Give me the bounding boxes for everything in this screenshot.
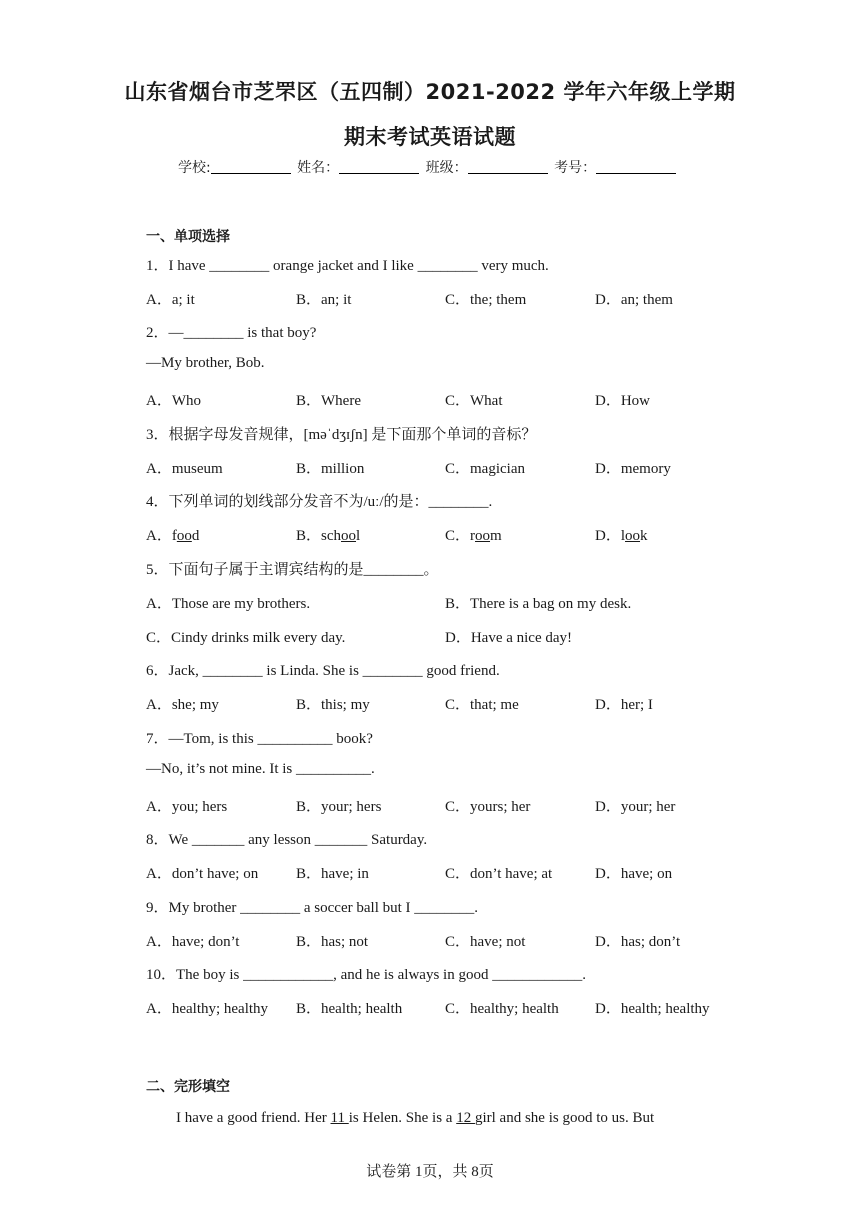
q4-option-c-underlined: oo (475, 528, 491, 544)
cloze-text-1: I have a good friend. Her (176, 1110, 331, 1126)
q3-option-a[interactable]: A．museum (146, 461, 223, 477)
q4-option-c-post: m (490, 528, 502, 544)
q3-option-d[interactable]: D．memory (595, 461, 671, 477)
q4-option-a[interactable] (146, 524, 199, 545)
page-footer: 试卷第 1页，共 8页 (366, 1164, 494, 1180)
exam-title-line2: 期末考试英语试题 (344, 125, 516, 149)
question-6-stem: 6．Jack, ________ is Linda. She is ________ good friend. (146, 663, 500, 679)
q1-option-c[interactable]: C．the; them (445, 292, 527, 308)
name-field[interactable] (339, 159, 419, 174)
question-5-stem: 5．下面句子属于主谓宾结构的是________。 (146, 562, 439, 578)
q7-option-c[interactable]: C．yours; her (445, 799, 531, 815)
q4-option-b-underlined: oo (341, 528, 357, 544)
cloze-text-3: girl and she is good to us. But (474, 1110, 655, 1126)
q1-option-b[interactable]: B．an; it (296, 292, 352, 308)
q5-option-d[interactable]: D．Have a nice day! (445, 630, 573, 646)
class-label: 班级： (425, 160, 468, 176)
q10-option-d[interactable]: D．health; healthy (595, 1001, 710, 1017)
q4-option-d-pre: D．l (595, 528, 626, 544)
cloze-text-2: is Helen. She is a (348, 1110, 457, 1126)
question-2-stem: 2．—________ is that boy? (146, 325, 317, 341)
section1-title: 一、单项选择 (146, 229, 230, 245)
school-label: 学校: (178, 160, 211, 176)
q8-option-c[interactable]: C．don’t have; at (445, 866, 553, 882)
q6-option-c[interactable]: C．that; me (445, 697, 519, 713)
q4-option-a-pre: A．f (146, 528, 177, 544)
q6-option-d[interactable]: D．her; I (595, 697, 653, 713)
question-3-stem: 3．根据字母发音规律，[məˈdʒɪʃn] 是下面那个单词的音标？ (146, 427, 537, 443)
name-label: 姓名： (297, 160, 340, 176)
q10-option-a[interactable]: A．healthy; healthy (146, 1001, 269, 1017)
q10-option-c[interactable]: C．healthy; health (445, 1001, 559, 1017)
question-9-stem: 9．My brother ________ a soccer ball but I ________. (146, 900, 479, 916)
q9-option-a[interactable]: A．have; don’t (146, 934, 240, 950)
q1-option-d[interactable]: D．an; them (595, 292, 673, 308)
question-2-reply: —My brother, Bob. (146, 355, 265, 371)
exam-title-line1: 山东省烟台市芝罘区（五四制）2021-2022 学年六年级上学期 (124, 80, 736, 104)
school-field[interactable] (211, 159, 291, 174)
q4-option-c[interactable] (445, 524, 502, 545)
q2-option-b[interactable]: B．Where (296, 393, 361, 409)
question-7-stem: 7．—Tom, is this __________ book? (146, 731, 373, 747)
q4-option-d-post: k (640, 528, 648, 544)
q4-option-a-post: d (191, 528, 200, 544)
cloze-blank-12[interactable]: 12 (456, 1110, 475, 1126)
q4-option-c-pre: C．r (445, 528, 476, 544)
q5-option-c[interactable]: C．Cindy drinks milk every day. (146, 630, 346, 646)
q2-option-a[interactable]: A．Who (146, 393, 201, 409)
q4-option-d-underlined: oo (625, 528, 641, 544)
q4-option-b-post: l (356, 528, 361, 544)
q5-option-a[interactable]: A．Those are my brothers. (146, 596, 311, 612)
q9-option-b[interactable]: B．has; not (296, 934, 369, 950)
q8-option-a[interactable]: A．don’t have; on (146, 866, 259, 882)
q4-option-d[interactable] (595, 524, 648, 545)
q7-option-d[interactable]: D．your; her (595, 799, 676, 815)
question-1-stem: 1．I have ________ orange jacket and I like ________ very much. (146, 258, 549, 274)
q3-option-c[interactable]: C．magician (445, 461, 525, 477)
q1-option-a[interactable]: A．a; it (146, 292, 195, 308)
cloze-blank-11[interactable]: 11 (330, 1110, 349, 1126)
q9-option-c[interactable]: C．have; not (445, 934, 526, 950)
q4-option-b-pre: B．sch (296, 528, 342, 544)
q3-option-b[interactable]: B．million (296, 461, 365, 477)
q7-option-a[interactable]: A．you; hers (146, 799, 228, 815)
class-field[interactable] (468, 159, 548, 174)
exam-number-label: 考号： (554, 160, 597, 176)
q5-option-b[interactable]: B．There is a bag on my desk. (445, 596, 632, 612)
q10-option-b[interactable]: B．health; health (296, 1001, 403, 1017)
question-4-stem: 4．下列单词的划线部分发音不为/uː/的是：________. (146, 494, 493, 510)
cloze-passage (176, 1110, 654, 1127)
q8-option-d[interactable]: D．have; on (595, 866, 673, 882)
q2-option-d[interactable]: D．How (595, 393, 650, 409)
q4-option-b[interactable] (296, 524, 360, 545)
q2-option-c[interactable]: C．What (445, 393, 503, 409)
section2-title: 二、完形填空 (146, 1079, 230, 1095)
student-info-row (178, 157, 678, 177)
question-10-stem: 10．The boy is ____________, and he is always in good ____________. (146, 967, 586, 983)
q6-option-a[interactable]: A．she; my (146, 697, 219, 713)
q9-option-d[interactable]: D．has; don’t (595, 934, 681, 950)
q4-option-a-underlined: oo (176, 528, 192, 544)
q6-option-b[interactable]: B．this; my (296, 697, 370, 713)
question-7-reply: —No, it’s not mine. It is __________. (146, 761, 375, 777)
q8-option-b[interactable]: B．have; in (296, 866, 369, 882)
question-8-stem: 8．We _______ any lesson _______ Saturday. (146, 832, 428, 848)
exam-number-field[interactable] (596, 159, 676, 174)
q7-option-b[interactable]: B．your; hers (296, 799, 382, 815)
